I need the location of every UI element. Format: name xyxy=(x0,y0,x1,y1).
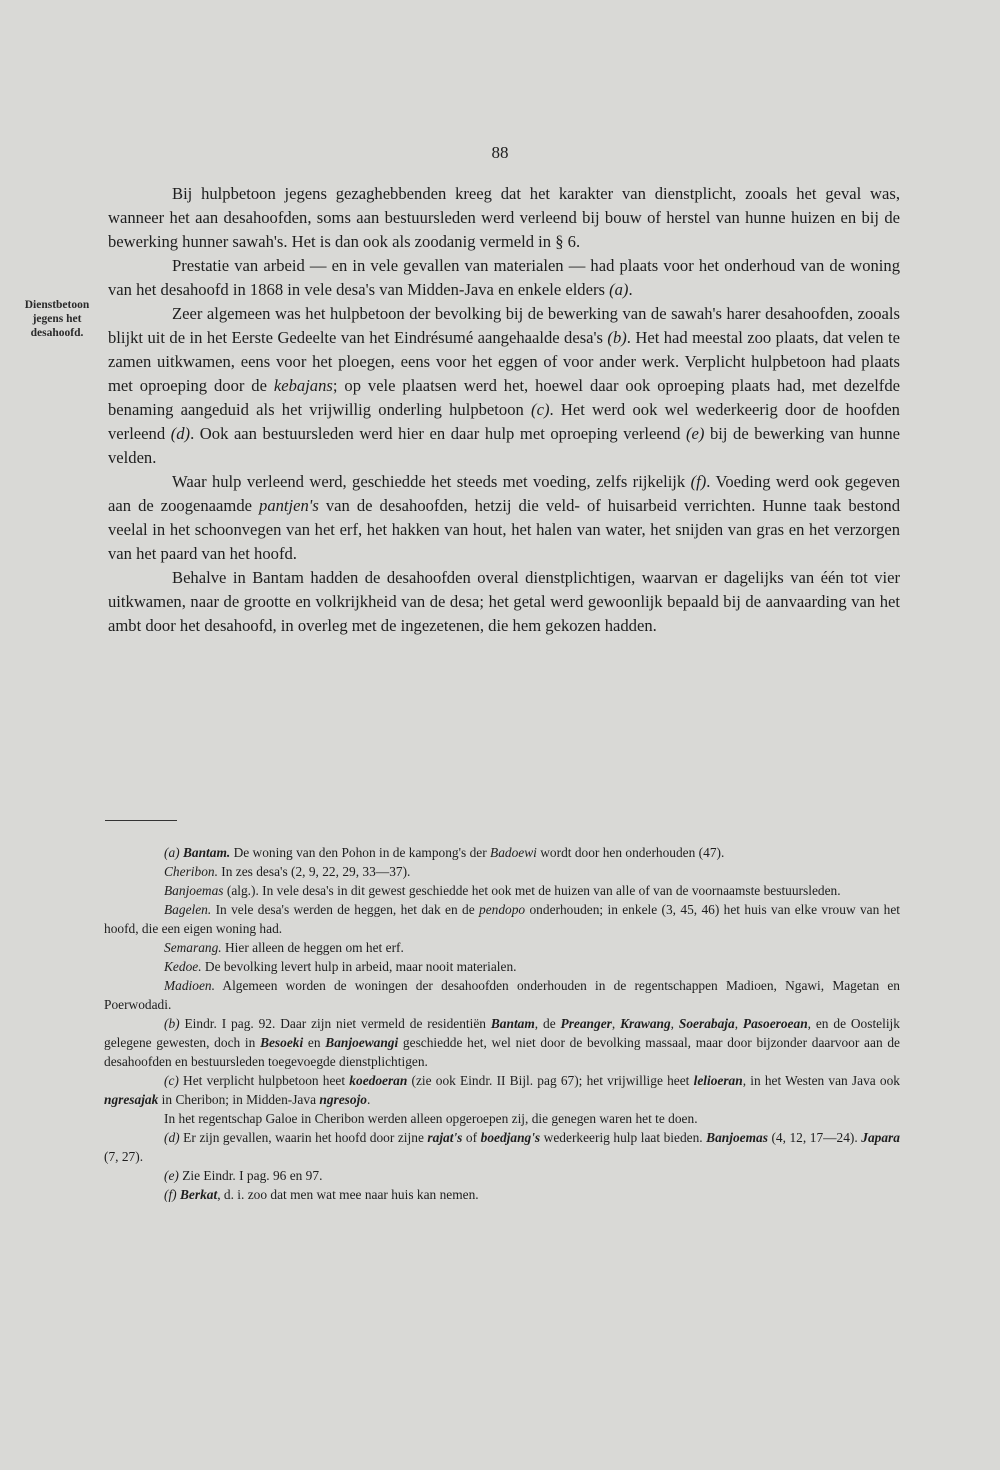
res-soerabaja: Soerabaja xyxy=(678,1016,735,1031)
res-krawang: Krawang xyxy=(620,1016,671,1031)
footnote-c-galoe xyxy=(104,1109,900,1128)
fn-sep: en xyxy=(303,1035,326,1050)
fn-text: (4, 12, 17—24). xyxy=(767,1130,862,1145)
term-rajats: rajat's xyxy=(427,1130,463,1145)
fn-text: (zie ook Eindr. II Bijl. pag 67); het vrijwillige heet xyxy=(407,1073,694,1088)
res-pasoeroean: Pasoeroean xyxy=(742,1016,808,1031)
term-ngresajak: ngresajak xyxy=(104,1092,159,1107)
fn-text: in Cheribon; in Midden-Java xyxy=(158,1092,320,1107)
p2-text: Prestatie van arbeid — en in vele gevallen van materialen — had plaats voor het onderhoud van de woning van het desahoofd in 1868 in vele desa's van Midden-Java en enkele elders xyxy=(108,256,900,299)
margin-note: Dienstbetoon jegens het desahoofd. xyxy=(24,299,90,339)
p3-text-4: . Het werd ook wel wederkeerig door de hoofden verleend xyxy=(108,400,900,443)
fn-text: Hier alleen de heggen om het erf. xyxy=(221,940,404,955)
fn-text: geschiedde het, wel niet door de bevolking massaal, maar door bijzonder daarvoor aan de desahoofden en bestuursleden toegevoegde dienstplichtigen. xyxy=(104,1035,900,1069)
footnote-ref-a: (a) xyxy=(609,280,629,299)
footnote-ref-b: (b) xyxy=(607,328,627,347)
place-banjoemas: Banjoemas xyxy=(164,883,224,898)
fn-text: Zie Eindr. I pag. 96 en 97. xyxy=(178,1168,323,1183)
paragraph-1 xyxy=(108,182,900,254)
footnote-label-a: (a) xyxy=(164,845,180,860)
fn-text: . xyxy=(367,1092,371,1107)
place-banjoemas-d: Banjoemas xyxy=(706,1130,768,1145)
footnote-label-f: (f) xyxy=(164,1187,177,1202)
p3-text-3: ; op vele plaatsen werd het, hoewel daar ook oproeping plaats had, met dezelfde benaming aangeduid als het vrijwillig onderling hulpbetoon xyxy=(108,376,900,419)
paragraph-2 xyxy=(108,254,900,302)
fn-text: , en de Oostelijk gelegene gewesten, doch in xyxy=(104,1016,900,1050)
fn-text: In zes desa's (2, 9, 22, 29, 33—37). xyxy=(217,864,411,879)
footnote-f xyxy=(104,1185,900,1204)
p3-text-2: . Het had meestal zoo plaats, dat velen te zamen uitkwamen, eens voor het ploegen, eens voor het eggen of voor ander werk. Verplicht hulpbetoon had plaats met oproeping door de xyxy=(108,328,900,395)
res-besoeki: Besoeki xyxy=(260,1035,304,1050)
paragraph-5 xyxy=(108,566,900,638)
p5-text: Behalve in Bantam hadden de desahoofden overal dienstplichtigen, waarvan er dagelijks van één tot vier uitkwamen, naar de grootte en volkrijkheid van de desa; het getal werd gewoonlijk bepaald bij de aanvaarding van het ambt door het desahoofd, in overleg met de ingezetenen, die hem gekozen hadden. xyxy=(108,568,900,635)
place-japara: Japara xyxy=(861,1130,900,1145)
place-kedoe: Kedoe. xyxy=(164,959,202,974)
p1-text: Bij hulpbetoon jegens gezaghebbenden kreeg dat het karakter van dienstplicht, zooals het geval was, wanneer het aan desahoofden, soms aan bestuursleden werd verleend bij bouw of herstel van hunne huizen en bij de bewerking hunner sawah's. Het is dan ook als zoodanig vermeld in § 6. xyxy=(108,184,900,251)
place-madioen: Madioen. xyxy=(164,978,215,993)
p4-text: Waar hulp verleend werd, geschiedde het steeds met voeding, zelfs rijkelijk xyxy=(172,472,691,491)
footnotes xyxy=(104,843,900,1204)
res-preanger: Preanger xyxy=(560,1016,612,1031)
fn-text: Er zijn gevallen, waarin het hoofd door zijne xyxy=(179,1130,428,1145)
fn-sep: , de xyxy=(534,1016,561,1031)
footnote-label-b: (b) xyxy=(164,1016,180,1031)
fn-text: onderhouden; in enkele (3, 45, 46) het huis van elke vrouw van het hoofd, die een eigen woning had. xyxy=(104,902,901,936)
fn-text: (7, 27). xyxy=(104,1149,144,1164)
term-pendopo: pendopo xyxy=(479,902,526,917)
term-pantjens: pantjen's xyxy=(259,496,319,515)
place-bantam: Bantam. xyxy=(182,845,231,860)
fn-text: De woning van den Pohon in de kampong's der xyxy=(230,845,491,860)
footnote-c xyxy=(104,1071,900,1109)
fn-text: , in het Westen van Java ook xyxy=(742,1073,900,1088)
name-badoewi: Badoewi xyxy=(490,845,537,860)
footnote-label-e: (e) xyxy=(164,1168,179,1183)
fn-sep: , xyxy=(734,1016,743,1031)
footnote-a-banjoemas xyxy=(104,881,900,900)
footnote-d xyxy=(104,1128,900,1166)
fn-text: In vele desa's werden de heggen, het dak en de xyxy=(211,902,480,917)
footnote-b xyxy=(104,1014,900,1071)
res-banjoewangi: Banjoewangi xyxy=(325,1035,399,1050)
footnote-divider xyxy=(105,820,177,821)
paragraph-4 xyxy=(108,470,900,566)
p3-text-6: bij de bewerking van hunne velden. xyxy=(108,424,900,467)
term-koedoeran: koedoeran xyxy=(349,1073,408,1088)
fn-text: wordt door hen onderhouden (47). xyxy=(536,845,725,860)
term-lelioeran: lelioeran xyxy=(693,1073,743,1088)
fn-text: De bevolking levert hulp in arbeid, maar nooit materialen. xyxy=(201,959,517,974)
p2-text-end: . xyxy=(628,280,633,299)
res-bantam: Bantam xyxy=(490,1016,535,1031)
fn-text: , d. i. zoo dat men wat mee naar huis kan nemen. xyxy=(217,1187,479,1202)
footnote-ref-c: (c) xyxy=(531,400,550,419)
footnote-ref-e: (e) xyxy=(685,424,705,443)
place-bagelen: Bagelen. xyxy=(164,902,212,917)
p4-text-3: van de desahoofden, hetzij die veld- of huisarbeid verrichten. Hunne taak bestond veelal in het schoonvegen van het erf, het hakken van hout, het halen van water, het snijden van gras en het verzorgen van het paard van het hoofd. xyxy=(108,496,900,563)
footnote-a-kedoe xyxy=(104,957,900,976)
fn-text: Eindr. I pag. 92. Daar zijn niet vermeld de residentiën xyxy=(179,1016,491,1031)
footnote-label-d: (d) xyxy=(164,1130,180,1145)
fn-sep: , xyxy=(611,1016,621,1031)
fn-text: (alg.). In vele desa's in dit gewest geschiedde het ook met de huizen van alle of van de voornaamste bestuursleden. xyxy=(223,883,841,898)
fn-text: In het regentschap Galoe in Cheribon werden alleen opgeroepen zij, die genegen waren het te doen. xyxy=(164,1111,698,1126)
footnote-a-bantam xyxy=(104,843,900,862)
fn-text: Algemeen worden de woningen der desahoofden onderhouden in de regentschappen Madioen, Ngawi, Magetan en Poerwodadi. xyxy=(104,978,900,1012)
footnote-a-semarang xyxy=(104,938,900,957)
p4-text-2: . Voeding werd ook gegeven aan de zoogenaamde xyxy=(108,472,900,515)
fn-text: of xyxy=(462,1130,481,1145)
term-kebajans: kebajans xyxy=(273,376,333,395)
term-ngresojo: ngresojo xyxy=(319,1092,367,1107)
place-semarang: Semarang. xyxy=(164,940,222,955)
page-number: 88 xyxy=(491,143,509,162)
footnote-a-cheribon xyxy=(104,862,900,881)
term-boedjangs: boedjang's xyxy=(480,1130,541,1145)
term-berkat: Berkat xyxy=(180,1187,218,1202)
footnote-label-c: (c) xyxy=(164,1073,179,1088)
footnote-ref-f: (f) xyxy=(690,472,707,491)
fn-text: wederkeerig hulp laat bieden. xyxy=(540,1130,707,1145)
body-text xyxy=(108,182,900,638)
footnote-a-madioen xyxy=(104,976,900,1014)
footnote-ref-d: (d) xyxy=(170,424,191,443)
footnote-a-bagelen xyxy=(104,900,900,938)
fn-sep: , xyxy=(670,1016,679,1031)
place-cheribon: Cheribon. xyxy=(164,864,218,879)
p3-text: Zeer algemeen was het hulpbetoon der bevolking bij de bewerking van de sawah's harer desahoofden, zooals blijkt uit de in het Eerste Gedeelte van het Eindrésumé aangehaalde desa's xyxy=(108,304,900,347)
footnote-e xyxy=(104,1166,900,1185)
paragraph-3 xyxy=(108,302,900,470)
fn-text: Het verplicht hulpbetoon heet xyxy=(178,1073,350,1088)
p3-text-5: . Ook aan bestuursleden werd hier en daar hulp met oproeping verleend xyxy=(190,424,686,443)
